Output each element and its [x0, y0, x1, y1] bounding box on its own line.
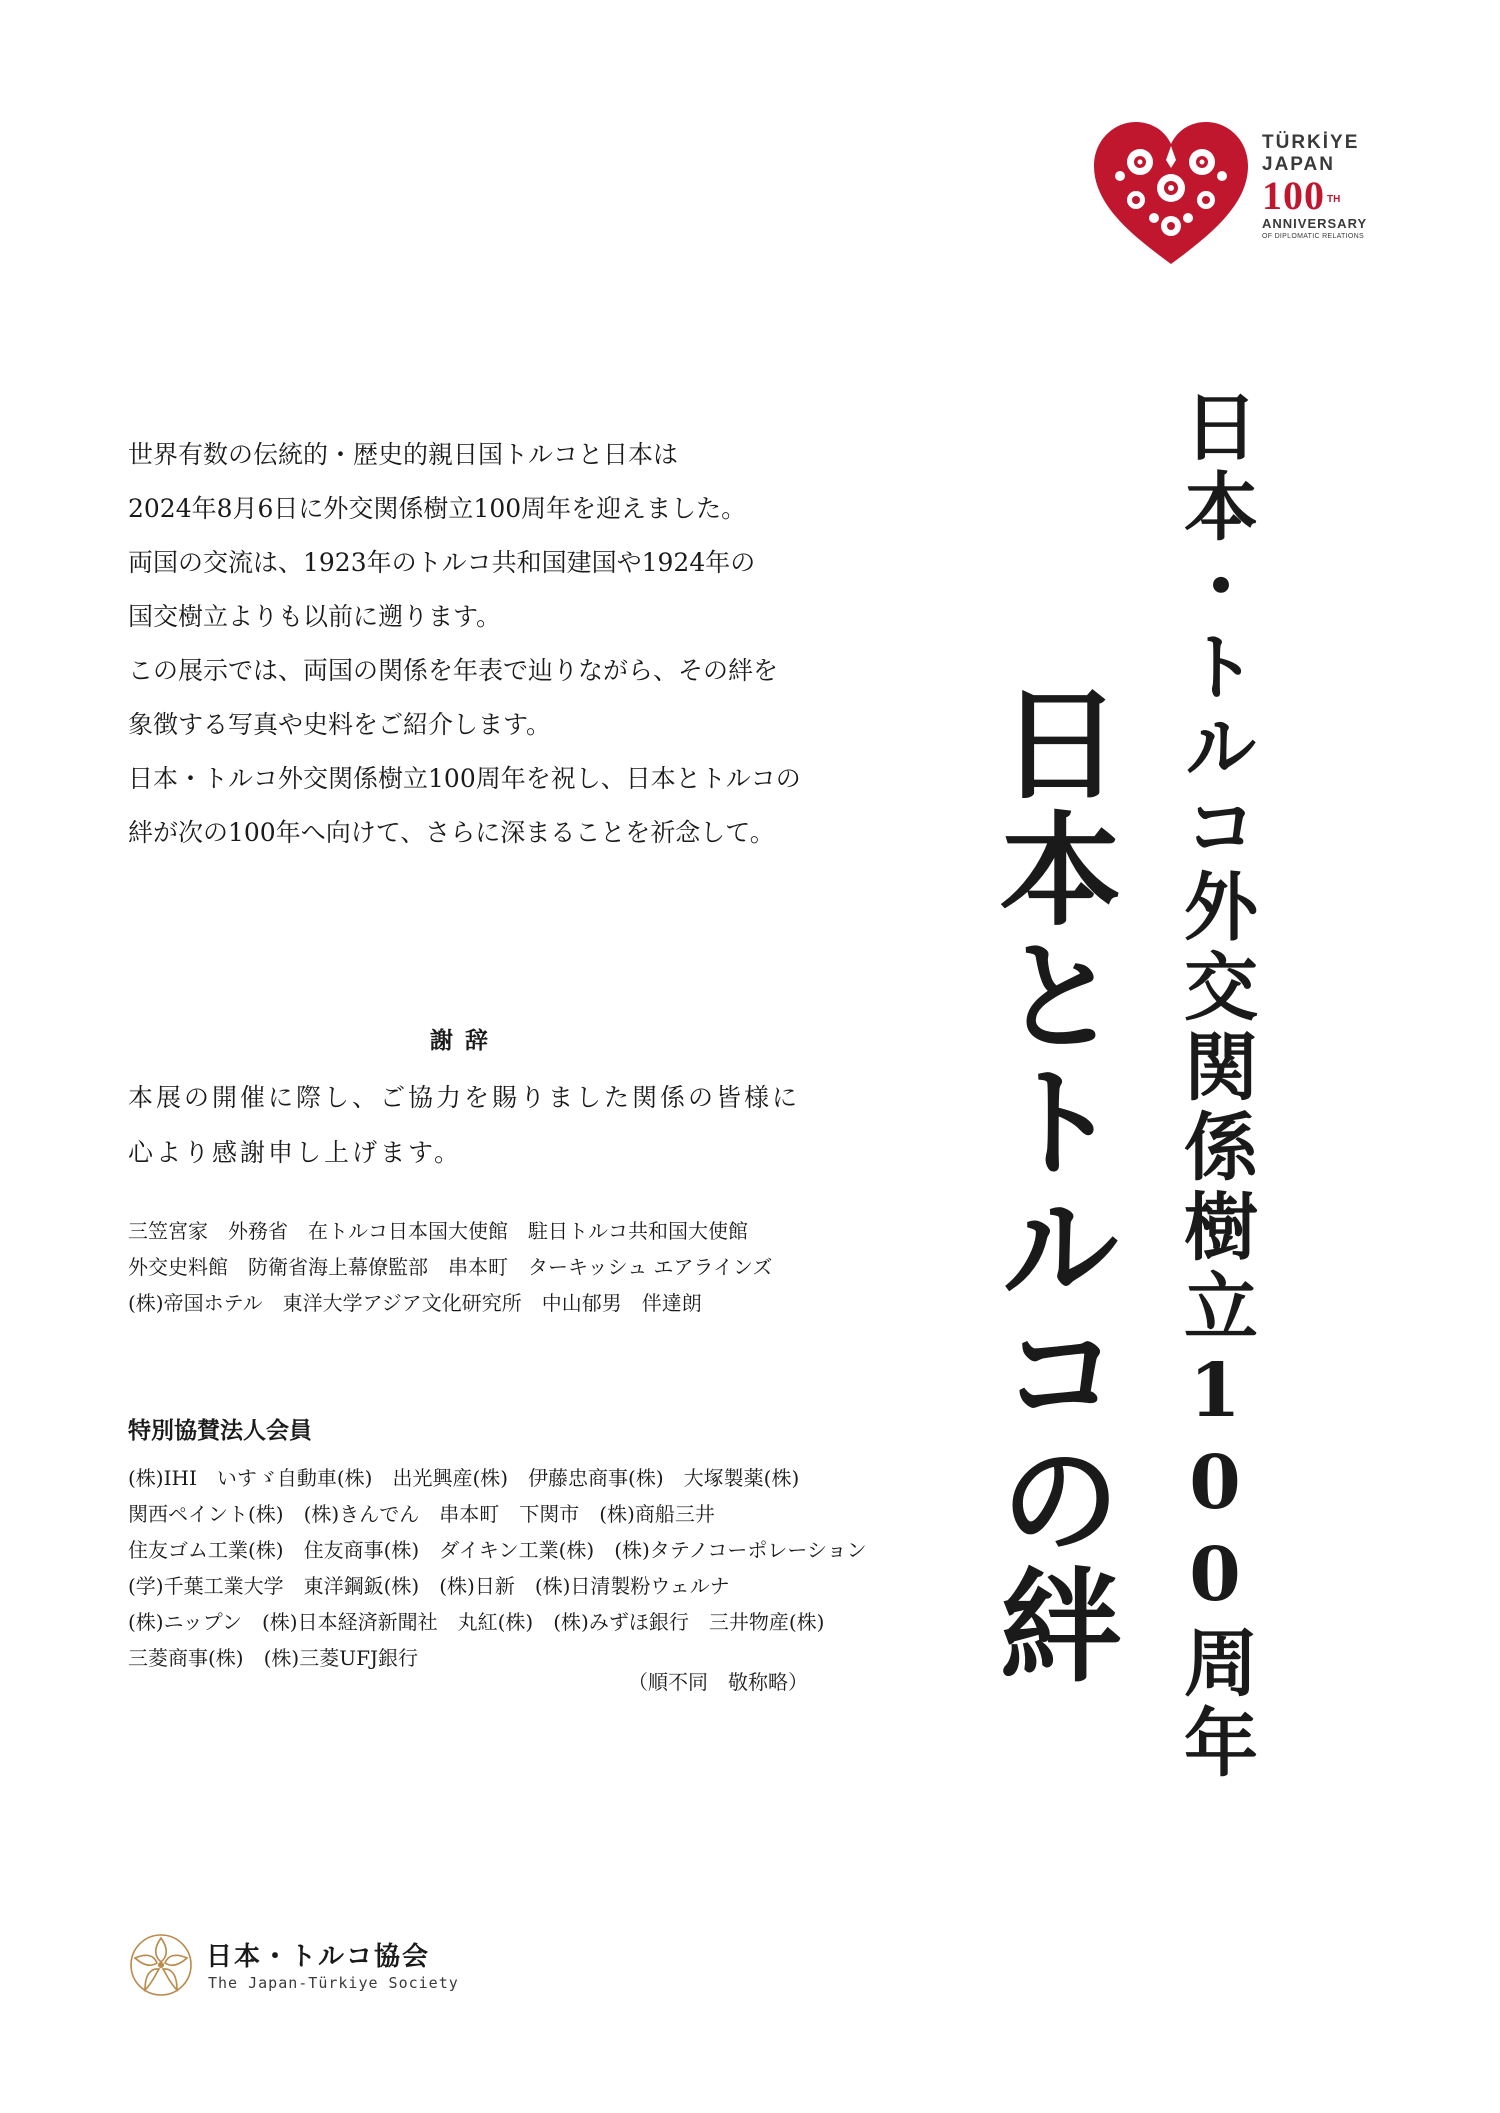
logo-country-2: JAPAN — [1262, 154, 1335, 175]
members-line: (学)千葉工業大学 東洋鋼鈑(株) (株)日新 (株)日清製粉ウェルナ — [128, 1574, 730, 1598]
intro-line: 象徴する写真や史料をご紹介します。 — [128, 710, 552, 739]
intro-line: 世界有数の伝統的・歴史的親日国トルコと日本は — [128, 440, 679, 469]
members-list — [128, 1460, 867, 1676]
intro-line: この展示では、両国の関係を年表で辿りながら、その絆を — [128, 656, 779, 685]
anniversary-logo — [1090, 118, 1390, 268]
logo-anniversary: ANNIVERSARY — [1262, 216, 1368, 231]
thanks-line: 本展の開催に際し、ご協力を賜りました関係の皆様に — [128, 1083, 801, 1112]
society-name: 日本・トルコ協会 — [206, 1942, 431, 1972]
heart-emblem-icon — [1090, 118, 1252, 268]
logo-number-suffix: TH — [1327, 194, 1341, 205]
intro-line: 両国の交流は、1923年のトルコ共和国建国や1924年の — [128, 548, 756, 577]
supporters-list — [128, 1213, 848, 1321]
vertical-subtitle: 日本・トルコ外交関係樹立100周年 — [1172, 388, 1258, 1784]
members-line: 関西ペイント(株) (株)きんでん 串本町 下関市 (株)商船三井 — [128, 1502, 715, 1526]
cherry-blossom-icon — [126, 1930, 196, 2000]
intro-line: 日本・トルコ外交関係樹立100周年を祝し、日本とトルコの — [128, 764, 801, 793]
supporters-line: 外交史料館 防衛省海上幕僚監部 串本町 ターキッシュ エアラインズ — [128, 1255, 773, 1279]
members-line: 住友ゴム工業(株) 住友商事(株) ダイキン工業(株) (株)タテノコーポレーション — [128, 1538, 867, 1562]
members-line: 三菱商事(株) (株)三菱UFJ銀行 — [128, 1646, 418, 1670]
intro-line: 絆が次の100年へ向けて、さらに深まることを祈念して。 — [128, 818, 775, 847]
society-logo — [126, 1930, 486, 2000]
members-note: （順不同 敬称略） — [628, 1670, 808, 1694]
supporters-line: 三笠宮家 外務省 在トルコ日本国大使館 駐日トルコ共和国大使館 — [128, 1219, 748, 1243]
members-line: (株)ニップン (株)日本経済新聞社 丸紅(株) (株)みずほ銀行 三井物産(株) — [128, 1610, 825, 1634]
thanks-heading: 謝辞 — [430, 1027, 500, 1054]
members-heading: 特別協賛法人会員 — [128, 1418, 312, 1444]
supporters-line: (株)帝国ホテル 東洋大学アジア文化研究所 中山郁男 伴達朗 — [128, 1291, 702, 1315]
logo-number: 100 — [1262, 173, 1325, 218]
vertical-main-title: 日本とトルコの絆 — [979, 680, 1123, 1688]
logo-diplomatic-relations: OF DIPLOMATIC RELATIONS — [1262, 233, 1364, 240]
society-english-name: The Japan-Türkiye Society — [208, 1974, 459, 1992]
intro-line: 2024年8月6日に外交関係樹立100周年を迎えました。 — [128, 494, 747, 523]
intro-paragraph — [128, 428, 848, 860]
logo-country-1: TÜRKİYE — [1262, 132, 1360, 153]
thanks-body — [128, 1070, 848, 1180]
thanks-line: 心より感謝申し上げます。 — [128, 1138, 463, 1167]
members-line: (株)IHI いすゞ自動車(株) 出光興産(株) 伊藤忠商事(株) 大塚製薬(株) — [128, 1466, 800, 1490]
intro-line: 国交樹立よりも以前に遡ります。 — [128, 602, 502, 631]
